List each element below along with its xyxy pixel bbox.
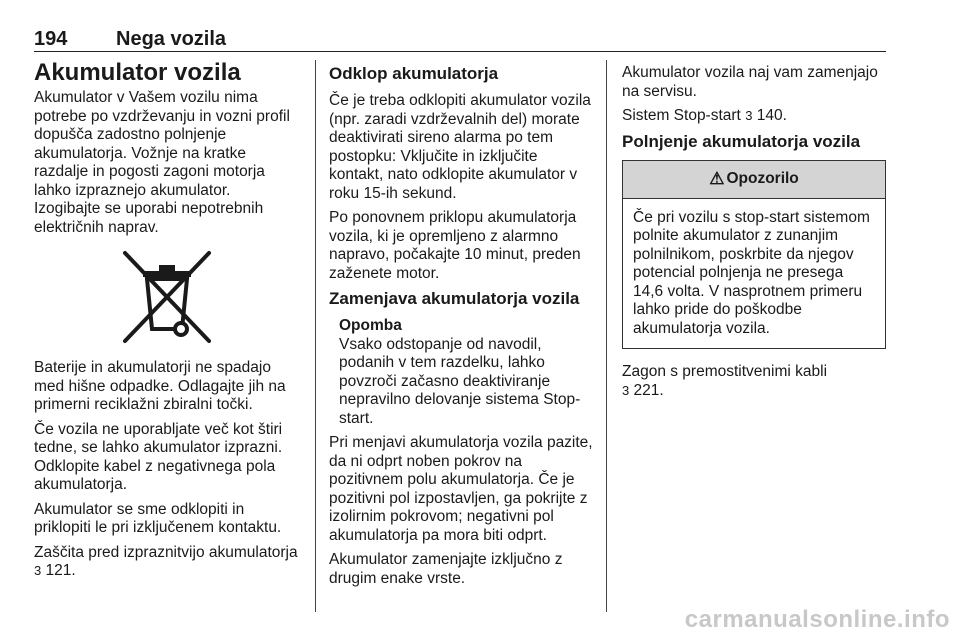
column-3	[622, 64, 886, 406]
note-title: Opomba	[339, 317, 402, 334]
heading-zamenjava-akumulatorja: Zamenjava akumulatorja vozila	[329, 289, 580, 308]
warning-header	[623, 161, 885, 199]
paragraph: Akumulator se sme odklopiti in priklopiti le pri izključenem kontaktu.	[34, 500, 282, 536]
reference-arrow-icon: 3	[34, 563, 42, 578]
paragraph: Če vozila ne uporabljate več kot štiri tedne, se lahko akumulator izprazni. Odklopite kabel z negativnega pola akumulatorja.	[34, 420, 283, 493]
reference-arrow-icon: 3	[622, 382, 630, 398]
column-divider	[606, 60, 607, 612]
paragraph: Akumulator v Vašem vozilu nima potrebe po vzdrževanju in vozni profil dopušča zadostno polnjenje akumulatorja. Vožnje na kratke razdalje in pogosti zagoni motorja lahko izpraznejo akumulator. Izogibajte se uporabi nepotrebnih električnih naprav.	[34, 89, 290, 236]
reference-arrow-icon: 3	[745, 108, 753, 123]
crossed-out-wheelie-bin-icon	[119, 249, 215, 345]
warning-text: Če pri vozilu s stop-start sistemom polnite akumulator z zunanjim polnilnikom, poskrbite da njegov potencial polnjenja ne presega 14,6 volta. V nasprotnem primeru lahko pride do poškodbe akumulatorja vozila.	[633, 208, 870, 337]
warning-triangle-icon: ⚠	[709, 168, 725, 188]
warning-box	[622, 160, 886, 350]
cross-reference[interactable]: Zaščita pred izpraznitvijo akumulatorja 3 121.	[34, 543, 298, 579]
note-block	[329, 317, 593, 428]
paragraph: Če je treba odklopiti akumulator vozila (npr. zaradi vzdrževalnih del) morate deaktivirati sireno alarma po tem postopku: Vključite in izključite kontakt, nato odklopite akumulator v roku 15-ih sekund.	[329, 92, 591, 202]
page-number: 194	[34, 28, 68, 50]
column-divider	[315, 60, 316, 612]
section-title: Nega vozila	[116, 28, 227, 50]
warning-title: Opozorilo	[726, 169, 799, 187]
heading-polnjenje-akumulatorja: Polnjenje akumulatorja vozila	[622, 131, 861, 151]
column-2	[329, 64, 593, 594]
column-1	[34, 59, 300, 587]
heading-odklop-akumulatorja: Odklop akumulatorja	[329, 64, 499, 83]
page-header	[34, 26, 886, 52]
paragraph: Baterije in akumulatorji ne spadajo med hišne odpadke. Odlagajte jih na primerni reciklažni zbiralni točki.	[34, 359, 286, 413]
cross-reference[interactable]: Sistem Stop-start 3 140.	[622, 107, 787, 124]
watermark: carmanualsonline.info	[684, 606, 950, 633]
paragraph: Pri menjavi akumulatorja vozila pazite, da ni odprt noben pokrov na pozitivnem polu akumulatorja. Če je pozitivni pol izpostavljen, ga pokrijte z izolirnim pokrovom; negativni pol akumulatorja pa mora biti odprt.	[329, 434, 593, 544]
paragraph: Po ponovnem priklopu akumulatorja vozila, ki je opremljeno z alarmno napravo, počakajte 10 minut, preden zaženete motor.	[329, 209, 581, 282]
heading-akumulator-vozila: Akumulator vozila	[34, 59, 241, 86]
cross-reference[interactable]: Zagon s premostitvenimi kabli 3 221.	[622, 363, 828, 399]
note-text: Vsako odstopanje od navodil, podanih v tem razdelku, lahko povzroči začasno deaktiviranje nepravilno delovanje sistema Stop-start.	[339, 335, 581, 427]
paragraph: Akumulator zamenjajte izključno z drugim enake vrste.	[329, 551, 563, 587]
paragraph: Akumulator vozila naj vam zamenjajo na servisu.	[622, 64, 878, 100]
